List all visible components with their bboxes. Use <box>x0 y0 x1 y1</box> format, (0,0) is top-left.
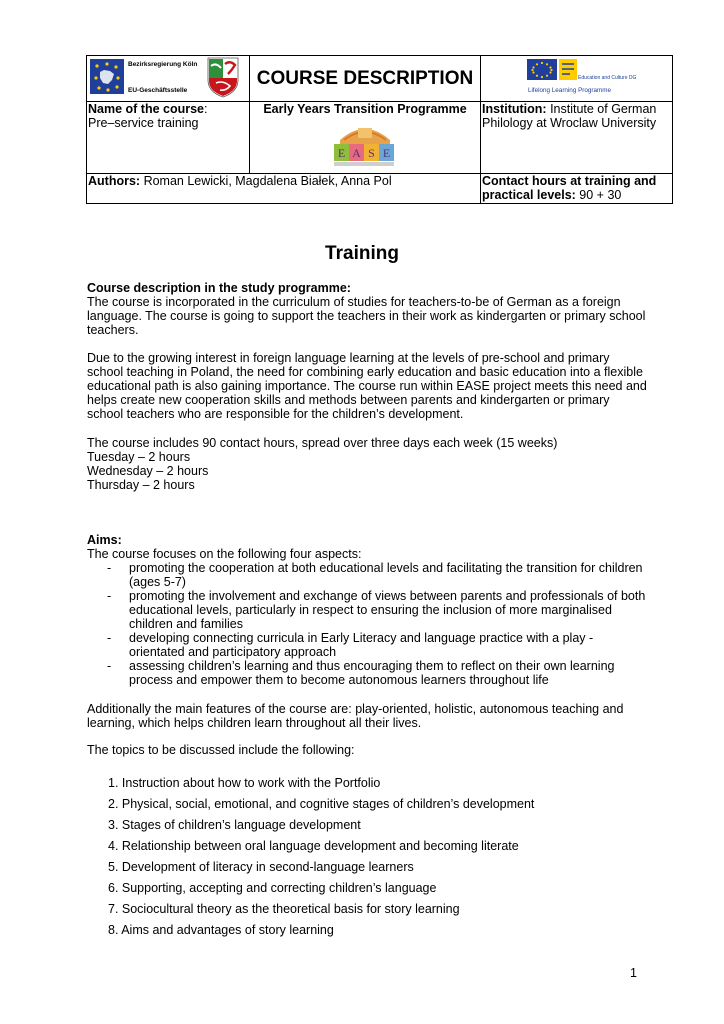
schedule-tuesday: Tuesday – 2 hours <box>87 450 191 464</box>
ease-letter-3: S <box>368 146 375 160</box>
programme-name: Early Years Transition Programme <box>263 102 467 116</box>
eu-caption-2: Lifelong Learning Programme <box>528 87 611 94</box>
course-name-cell: Name of the course: Pre–service training <box>87 102 250 174</box>
institution-cell <box>481 102 673 174</box>
contact-hours-value: 90 + 30 <box>579 188 622 202</box>
topics-intro: The topics to be discussed include the following: <box>87 743 355 757</box>
ease-letter-1: E <box>337 146 346 160</box>
eu-flag-logo <box>482 56 672 98</box>
additional-features-paragraph: Additionally the main features of the course are: play-oriented, holistic, autonomous teaching and learning, which helps children learn throughout all their lives. <box>87 702 624 730</box>
course-name-label: Name of the course <box>88 102 205 116</box>
section-title: Training <box>325 243 399 264</box>
ease-letter-4: E <box>382 146 391 160</box>
nrw-coat-of-arms <box>208 58 238 97</box>
bezirksregierung-logo-graphic <box>88 56 248 98</box>
list-item: 2. Physical, social, emotional, and cognitive stages of children’s development <box>108 797 535 811</box>
schedule-wednesday: Wednesday – 2 hours <box>87 464 209 478</box>
list-item: 7. Sociocultural theory as the theoretical basis for story learning <box>108 902 460 916</box>
authors-value: Roman Lewicki, Magdalena Białek, Anna Pol <box>143 174 392 188</box>
aim-text: promoting the cooperation at both educational levels and facilitating the transition for children (ages 5-7) <box>129 561 643 589</box>
list-item: 5. Development of literacy in second-language learners <box>108 860 414 874</box>
aims-heading: Aims: <box>87 533 122 547</box>
authors-cell <box>87 174 481 204</box>
list-item: 6. Supporting, accepting and correcting children’s language <box>108 881 437 895</box>
bezirksregierung-logo <box>87 56 250 102</box>
authors-label: Authors: <box>88 174 141 188</box>
aim-text: developing connecting curricula in Early Literacy and language practice with a play - orientated and participatory approach <box>129 631 594 659</box>
list-item: - assessing children’s learning and thus encouraging them to reflect on their own learning process and empower them to become autonomous learners throughout life <box>107 659 615 687</box>
logo-line-2: EU-Geschäftsstelle <box>128 87 188 94</box>
aims-list <box>87 561 647 687</box>
institution-label: Institution: <box>482 102 547 116</box>
list-item: - promoting the involvement and exchange of views between parents and professionals of both educational levels, particularly in respect to ensuring the inclusion of more marginalised children and families <box>107 589 646 631</box>
list-item: 1. Instruction about how to work with the Portfolio <box>108 776 381 790</box>
aim-text: promoting the involvement and exchange of views between parents and professionals of both educational levels, particularly in respect to ensuring the inclusion of more marginalised children and families <box>129 589 646 631</box>
aim-text: assessing children’s learning and thus encouraging them to reflect on their own learning process and empower them to become autonomous learners throughout life <box>129 659 615 687</box>
header-table <box>86 55 673 204</box>
ease-house-logo <box>330 122 400 170</box>
list-item: - developing connecting curricula in Early Literacy and language practice with a play - orientated and participatory approach <box>107 631 594 659</box>
ease-letter-2: A <box>352 146 361 160</box>
contact-hours-label: Contact hours at training and practical levels: <box>482 174 657 202</box>
contact-hours-cell <box>481 174 673 204</box>
list-item: 3. Stages of children’s language development <box>108 818 361 832</box>
programme-cell <box>250 102 481 174</box>
course-description-heading: Course description in the study programme: <box>87 281 351 295</box>
contact-hours-paragraph: The course includes 90 contact hours, spread over three days each week (15 weeks) <box>87 436 558 450</box>
list-item: 8. Aims and advantages of story learning <box>108 923 334 937</box>
document-title: COURSE DESCRIPTION <box>250 56 481 102</box>
schedule-thursday: Thursday – 2 hours <box>87 478 195 492</box>
eu-lifelong-learning-logo <box>481 56 673 102</box>
list-item: 4. Relationship between oral language development and becoming literate <box>108 839 519 853</box>
eu-caption-1: Education and Culture DG <box>578 75 637 81</box>
topics-list <box>108 776 648 944</box>
list-item: - promoting the cooperation at both educational levels and facilitating the transition for children (ages 5-7) <box>107 561 643 589</box>
logo-line-1: Bezirksregierung Köln <box>128 61 198 68</box>
course-name-value: Pre–service training <box>88 116 199 130</box>
course-description-paragraph-2: Due to the growing interest in foreign language learning at the levels of pre-school and primary school teaching in Poland, the need for combining early education and basic education into a flexible educational path is also gaining importance. The course run within EASE project meets this need and helps create new cooperation skills and methods between parents and kindergarten or primary school teachers who are responsible for the children’s development. <box>87 351 647 421</box>
ease-logo <box>251 122 479 173</box>
page-number: 1 <box>630 966 637 980</box>
institution-value: Institute of German Philology at Wroclaw University <box>482 102 657 130</box>
course-description-paragraph-1: The course is incorporated in the curriculum of studies for teachers-to-be of German as a foreign language. The course is going to support the teachers in their work as kindergarten or primary school teachers. <box>87 295 646 337</box>
aims-intro: The course focuses on the following four aspects: <box>87 547 362 561</box>
